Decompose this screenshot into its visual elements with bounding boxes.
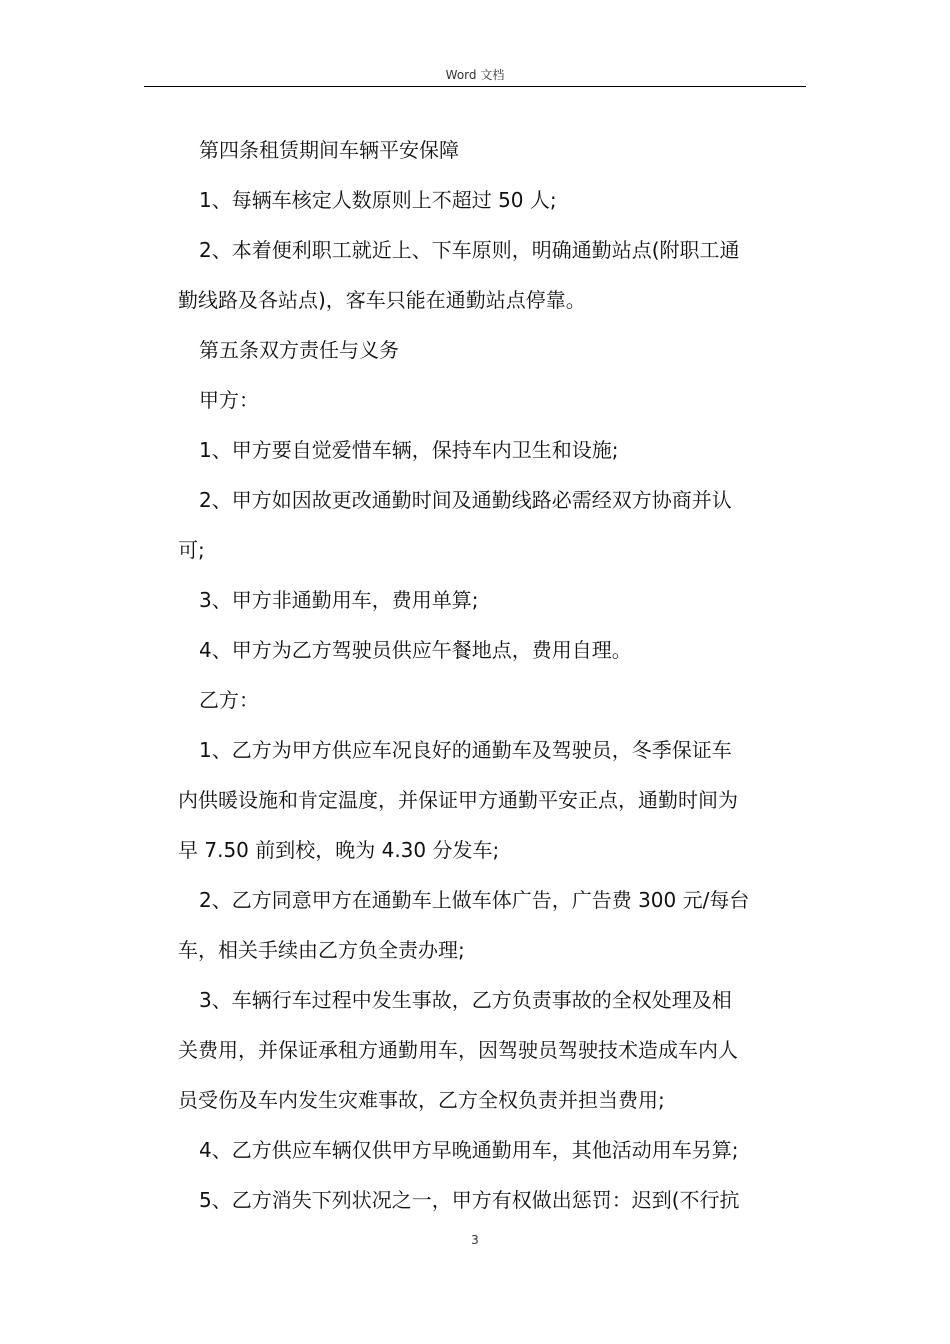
paragraph-line: 5、乙方消失下列状况之一，甲方有权做出惩罚：迟到(不行抗 <box>199 1188 740 1212</box>
paragraph-line: 早 7.50 前到校，晚为 4.30 分发车; <box>178 838 500 862</box>
paragraph-line: 4、甲方为乙方驾驶员供应午餐地点，费用自理。 <box>199 638 632 662</box>
paragraph-line: 3、车辆行车过程中发生事故，乙方负责事故的全权处理及相 <box>199 988 732 1012</box>
paragraph-line: 2、甲方如因故更改通勤时间及通勤线路必需经双方协商并认 <box>199 488 732 512</box>
paragraph-line: 2、乙方同意甲方在通勤车上做车体广告，广告费 300 元/每台 <box>199 888 750 912</box>
paragraph-line: 1、甲方要自觉爱惜车辆，保持车内卫生和设施; <box>199 438 619 462</box>
page-number: 3 <box>471 1233 479 1247</box>
article-4-heading: 第四条租赁期间车辆平安保障 <box>199 138 459 162</box>
paragraph-line: 3、甲方非通勤用车，费用单算; <box>199 588 479 612</box>
article-5-heading: 第五条双方责任与义务 <box>199 338 399 362</box>
paragraph-line: 2、本着便利职工就近上、下车原则，明确通勤站点(附职工通 <box>199 238 740 262</box>
paragraph-line: 1、每辆车核定人数原则上不超过 50 人; <box>199 188 557 212</box>
paragraph-line: 员受伤及车内发生灾难事故，乙方全权负责并担当费用; <box>178 1088 665 1112</box>
paragraph-line: 4、乙方供应车辆仅供甲方早晚通勤用车，其他活动用车另算; <box>199 1138 739 1162</box>
paragraph-line: 勤线路及各站点)，客车只能在通勤站点停靠。 <box>178 288 586 312</box>
paragraph-line: 可; <box>178 538 205 562</box>
header-divider <box>144 86 806 87</box>
paragraph-line: 车，相关手续由乙方负全责办理; <box>178 938 465 962</box>
paragraph-line: 内供暖设施和肯定温度，并保证甲方通勤平安正点，通勤时间为 <box>178 788 738 812</box>
party-a-heading: 甲方： <box>199 388 259 412</box>
page-header-title: Word 文档 <box>445 68 505 82</box>
paragraph-line: 1、乙方为甲方供应车况良好的通勤车及驾驶员，冬季保证车 <box>199 738 732 762</box>
paragraph-line: 关费用，并保证承租方通勤用车，因驾驶员驾驶技术造成车内人 <box>178 1038 738 1062</box>
party-b-heading: 乙方： <box>199 688 259 712</box>
